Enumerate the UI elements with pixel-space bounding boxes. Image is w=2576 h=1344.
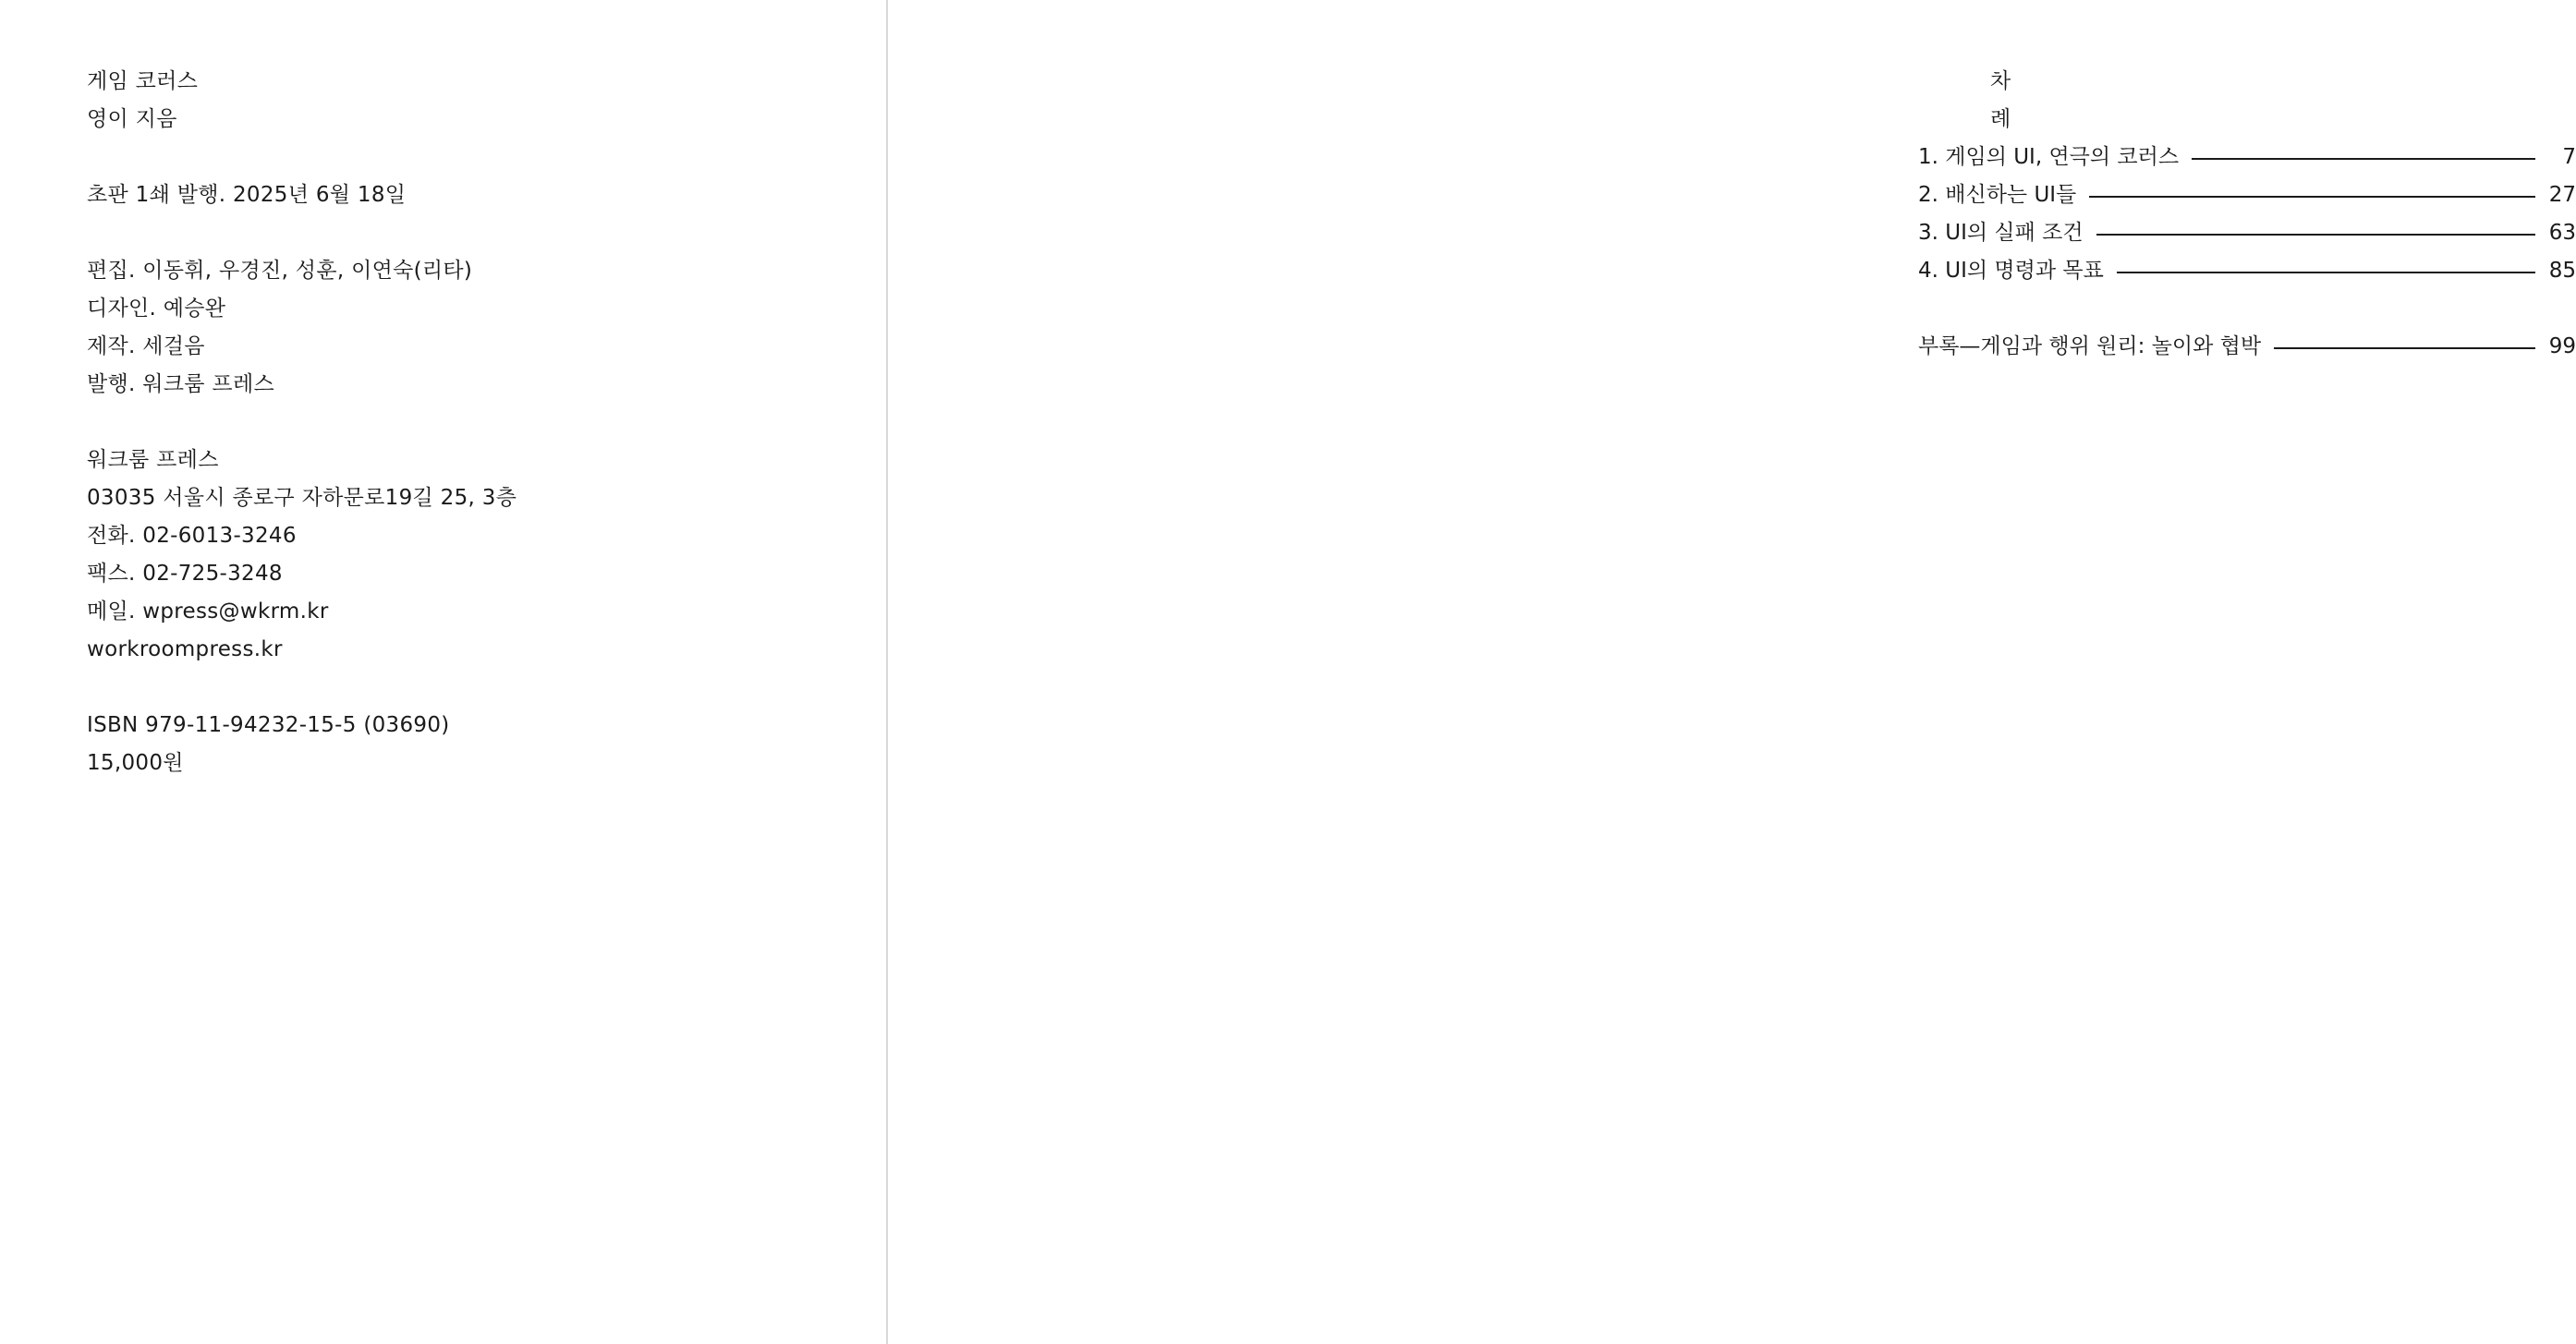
toc-entry-page: 85 <box>2548 259 2576 283</box>
toc-leader-line <box>2192 158 2535 160</box>
table-of-contents <box>1918 139 2576 366</box>
design-credit: 디자인. 예승완 <box>87 297 226 321</box>
price: 15,000원 <box>87 751 184 775</box>
toc-title: 차례 <box>1990 69 2011 131</box>
toc-leader-line <box>2117 272 2535 273</box>
toc-entry-page: 7 <box>2562 145 2576 169</box>
publisher-name: 워크룸 프레스 <box>87 448 219 472</box>
publishing-credit: 발행. 워크룸 프레스 <box>87 372 274 396</box>
publisher-email: 메일. wpress@wkrm.kr <box>87 599 329 624</box>
toc-entry <box>1918 214 2576 252</box>
toc-entry-page: 63 <box>2548 221 2576 245</box>
toc-entry-label: 1. 게임의 UI, 연극의 코러스 <box>1918 145 2180 169</box>
colophon-page <box>0 0 886 1344</box>
isbn: ISBN 979-11-94232-15-5 (03690) <box>87 713 450 737</box>
contents-page <box>888 0 2576 1344</box>
toc-entry-page: 27 <box>2548 183 2576 207</box>
toc-appendix-label: 부록—게임과 행위 원리: 놀이와 협박 <box>1918 334 2262 358</box>
publisher-website: workroompress.kr <box>87 637 283 661</box>
colophon <box>87 63 516 782</box>
toc-entry-label: 3. UI의 실패 조건 <box>1918 221 2084 245</box>
toc-leader-line <box>2096 234 2535 236</box>
book-title: 게임 코러스 <box>87 69 199 93</box>
publisher-address: 03035 서울시 종로구 자하문로19길 25, 3층 <box>87 486 517 510</box>
toc-leader-line <box>2274 347 2535 349</box>
toc-entry <box>1918 176 2576 214</box>
toc-appendix-entry <box>1918 328 2576 366</box>
editing-credit: 편집. 이동휘, 우경진, 성훈, 이연숙(리타) <box>87 259 473 283</box>
toc-entry <box>1918 252 2576 290</box>
toc-entry-label: 2. 배신하는 UI들 <box>1918 183 2077 207</box>
toc-entry <box>1918 139 2576 176</box>
production-credit: 제작. 세걸음 <box>87 334 205 358</box>
toc-leader-line <box>2089 196 2535 198</box>
edition-info: 초판 1쇄 발행. 2025년 6월 18일 <box>87 183 407 207</box>
toc-appendix-page: 99 <box>2548 334 2576 358</box>
publisher-phone: 전화. 02-6013-3246 <box>87 524 297 548</box>
book-author: 영이 지음 <box>87 107 177 131</box>
toc-entry-label: 4. UI의 명령과 목표 <box>1918 259 2104 283</box>
publisher-fax: 팩스. 02-725-3248 <box>87 562 283 586</box>
